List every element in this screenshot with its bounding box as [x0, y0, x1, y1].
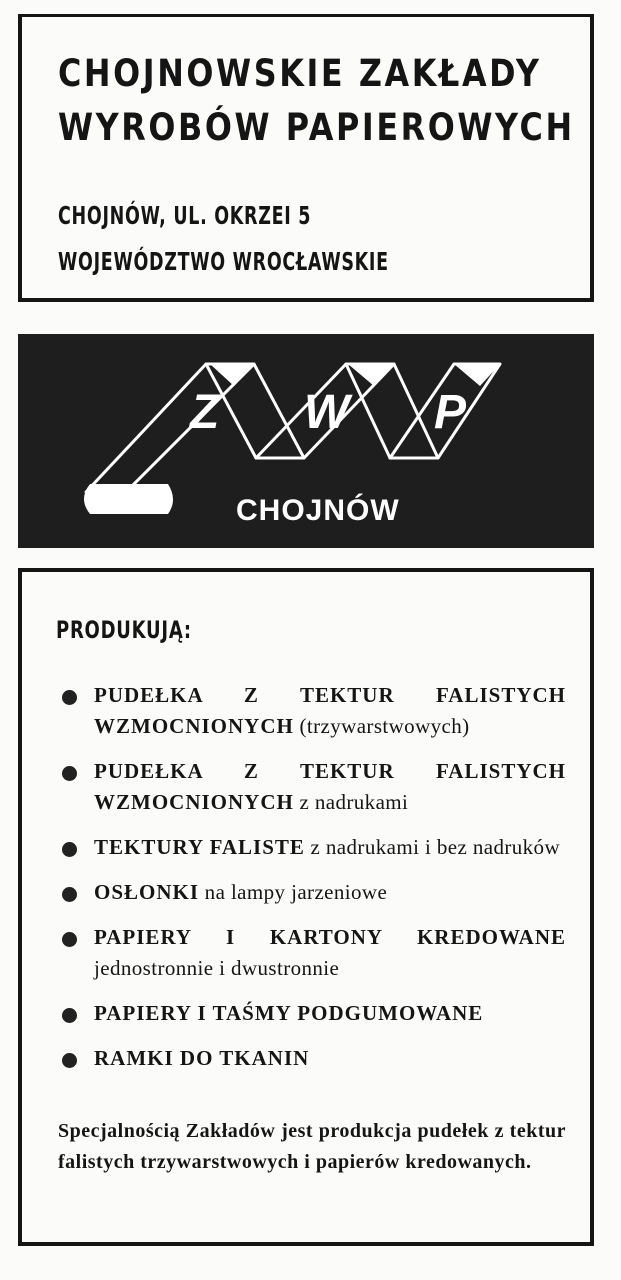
- company-name: [58, 47, 575, 155]
- list-item: [56, 756, 566, 818]
- specialty-note: Specjalnością Zakładów jest produkcja pudełek z tektur falistych trzywarstwowych i papierów kredowanych.: [58, 1120, 566, 1173]
- bullet-icon: [62, 887, 77, 902]
- bullet-icon: [62, 1053, 77, 1068]
- item-rest: z nadrukami: [293, 790, 409, 814]
- zwp-logo: [18, 334, 594, 548]
- bullet-icon: [62, 766, 77, 781]
- company-header-box: [18, 14, 594, 302]
- products-heading: PRODUKUJĄ:: [56, 616, 192, 644]
- item-bold: OSŁONKI: [94, 880, 200, 904]
- list-item: [56, 877, 566, 908]
- item-bold: PUDEŁKA Z TEKTUR FALISTYCH WZMOCNIONYCH: [94, 683, 566, 738]
- bullet-icon: [62, 1008, 77, 1023]
- item-rest: z nadrukami i bez nadruków: [304, 835, 561, 859]
- products-box: [18, 568, 594, 1246]
- company-name-line-2: WYROBÓW PAPIEROWYCH: [58, 106, 575, 149]
- company-name-line-1: CHOJNOWSKIE ZAKŁADY: [58, 52, 542, 95]
- product-list: [56, 680, 566, 1088]
- logo-ribbon-4: [346, 364, 438, 458]
- item-rest: (trzywarstwowych): [293, 714, 470, 738]
- item-bold: PUDEŁKA Z TEKTUR FALISTYCH WZMOCNIONYCH: [94, 759, 566, 814]
- address-street: CHOJNÓW, UL. OKRZEI 5: [58, 201, 312, 230]
- logo-city: CHOJNÓW: [236, 494, 400, 527]
- bullet-icon: [62, 690, 77, 705]
- item-rest: jednostronnie i dwustronnie: [94, 956, 340, 980]
- list-item: [56, 832, 566, 863]
- list-item: [56, 998, 566, 1029]
- item-rest: na lampy jarzeniowe: [199, 880, 388, 904]
- logo-roll-shape: [84, 484, 173, 514]
- bullet-icon: [62, 932, 77, 947]
- item-bold: PAPIERY I TAŚMY PODGUMOWANE: [94, 1001, 484, 1025]
- company-address: [58, 193, 389, 285]
- list-item: [56, 1043, 566, 1074]
- logo-ribbon-1: [86, 364, 254, 492]
- address-region: WOJEWÓDZTWO WROCŁAWSKIE: [58, 247, 389, 276]
- list-item: [56, 922, 566, 984]
- item-bold: TEKTURY FALISTE: [94, 835, 305, 859]
- logo-panel: [18, 334, 594, 548]
- logo-ribbon-2: [206, 364, 304, 458]
- logo-letter-p: P: [434, 386, 467, 439]
- item-bold: RAMKI DO TKANIN: [94, 1046, 310, 1070]
- logo-letter-z: Z: [190, 386, 220, 439]
- list-item: [56, 680, 566, 742]
- logo-letter-w: W: [304, 386, 350, 439]
- bullet-icon: [62, 842, 77, 857]
- item-bold: PAPIERY I KARTONY KREDOWANE: [94, 925, 566, 949]
